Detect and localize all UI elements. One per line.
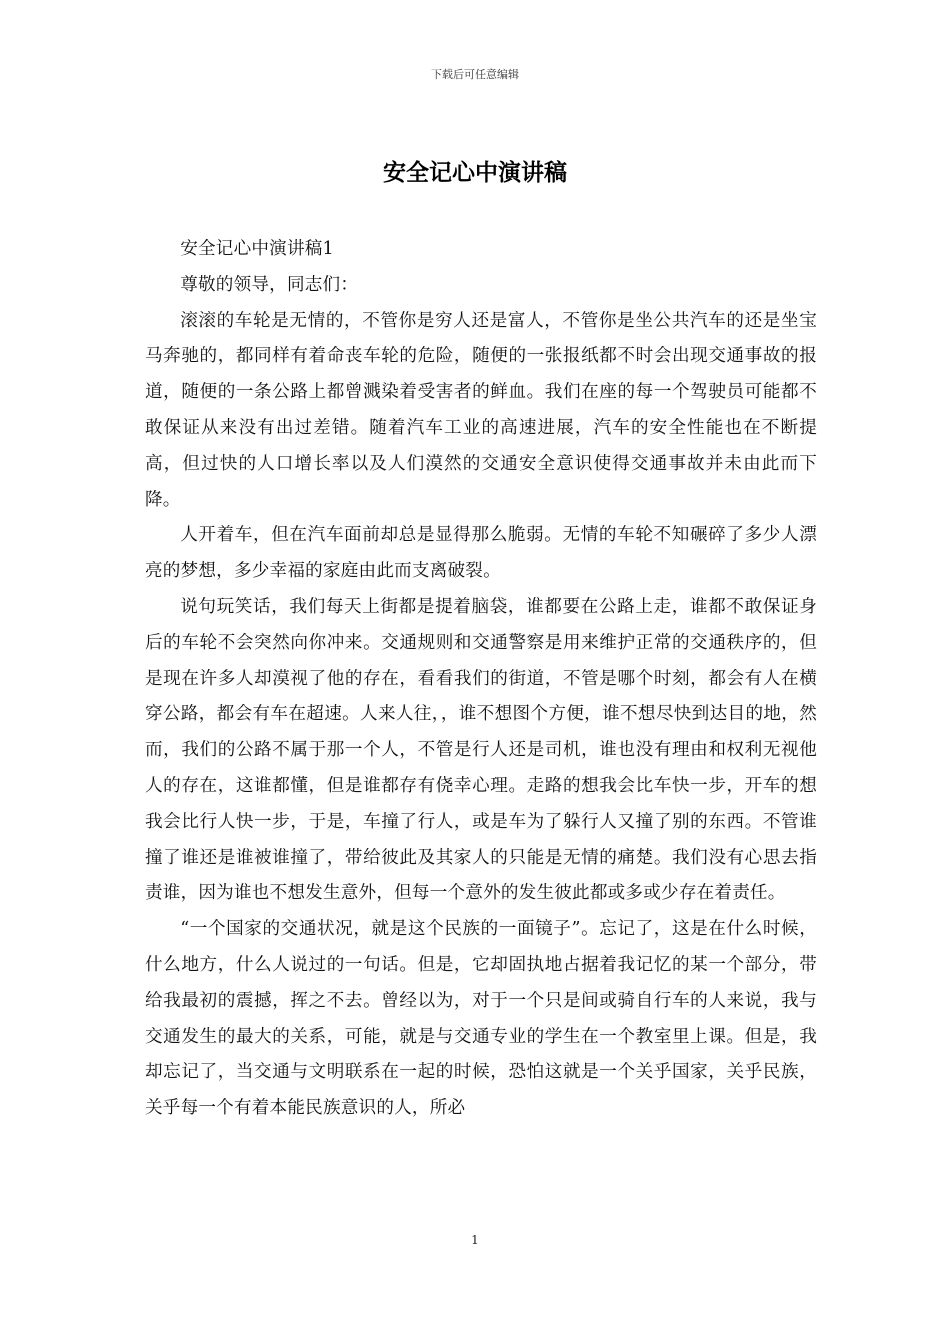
paragraph-3: 说句玩笑话，我们每天上街都是提着脑袋，谁都要在公路上走，谁都不敢保证身后的车轮不会突然向你冲来。交通规则和交通警察是用来维护正常的交通秩序的，但是现在许多人却漠视了他的存在，看看我们的街道，不管是哪个时刻，都会有人在横穿公路，都会有车在超速。人来人往，，谁不想图个方便，谁不想尽快到达目的地，然而，我们的公路不属于那一个人，不管是行人还是司机，谁也没有理由和权利无视他人的存在，这谁都懂，但是谁都存有侥幸心理。走路的想我会比车快一步，开车的想我会比行人快一步，于是，车撞了行人，或是车为了躲行人又撞了别的东西。不管谁撞了谁还是谁被谁撞了，带给彼此及其家人的只能是无情的痛楚。我们没有心思去指责谁，因为谁也不想发生意外，但每一个意外的发生彼此都或多或少存在着责任。 [145, 596, 817, 904]
paragraph-1: 滚滚的车轮是无情的，不管你是穷人还是富人，不管你是坐公共汽车的还是坐宝马奔驰的，都同样有着命丧车轮的危险，随便的一张报纸都不时会出现交通事故的报道，随便的一条公路上都曾溅染着受害者的鲜血。我们在座的每一个驾驶员可能都不敢保证从来没有出过差错。随着汽车工业的高速进展，汽车的安全性能也在不断提高，但过快的人口增长率以及人们漠然的交通安全意识使得交通事故并未由此而下降。 [145, 310, 817, 510]
section-heading: 安全记心中演讲稿1 [180, 239, 334, 259]
page-number: 1 [471, 1233, 479, 1247]
paragraph-2: 人开着车，但在汽车面前却总是显得那么脆弱。无情的车轮不知碾碎了多少人漂亮的梦想，多少幸福的家庭由此而支离破裂。 [145, 525, 817, 582]
document-body [145, 232, 817, 1127]
header-note: 下载后可任意编辑 [431, 68, 519, 81]
salutation: 尊敬的领导，同志们： [180, 274, 359, 295]
paragraph-4: “一个国家的交通状况，就是这个民族的一面镜子”。忘记了，这是在什么时候，什么地方，什么人说过的一句话。但是，它却固执地占据着我记忆的某一个部分，带给我最初的震撼，挥之不去。曾经以为，对于一个只是间或骑自行车的人来说，我与交通发生的最大的关系，可能，就是与交通专业的学生在一个教室里上课。但是，我却忘记了，当交通与文明联系在一起的时候，恐怕这就是一个关乎国家，关乎民族，关乎每一个有着本能民族意识的人，所必 [145, 919, 817, 1119]
document-title: 安全记心中演讲稿 [383, 159, 567, 186]
